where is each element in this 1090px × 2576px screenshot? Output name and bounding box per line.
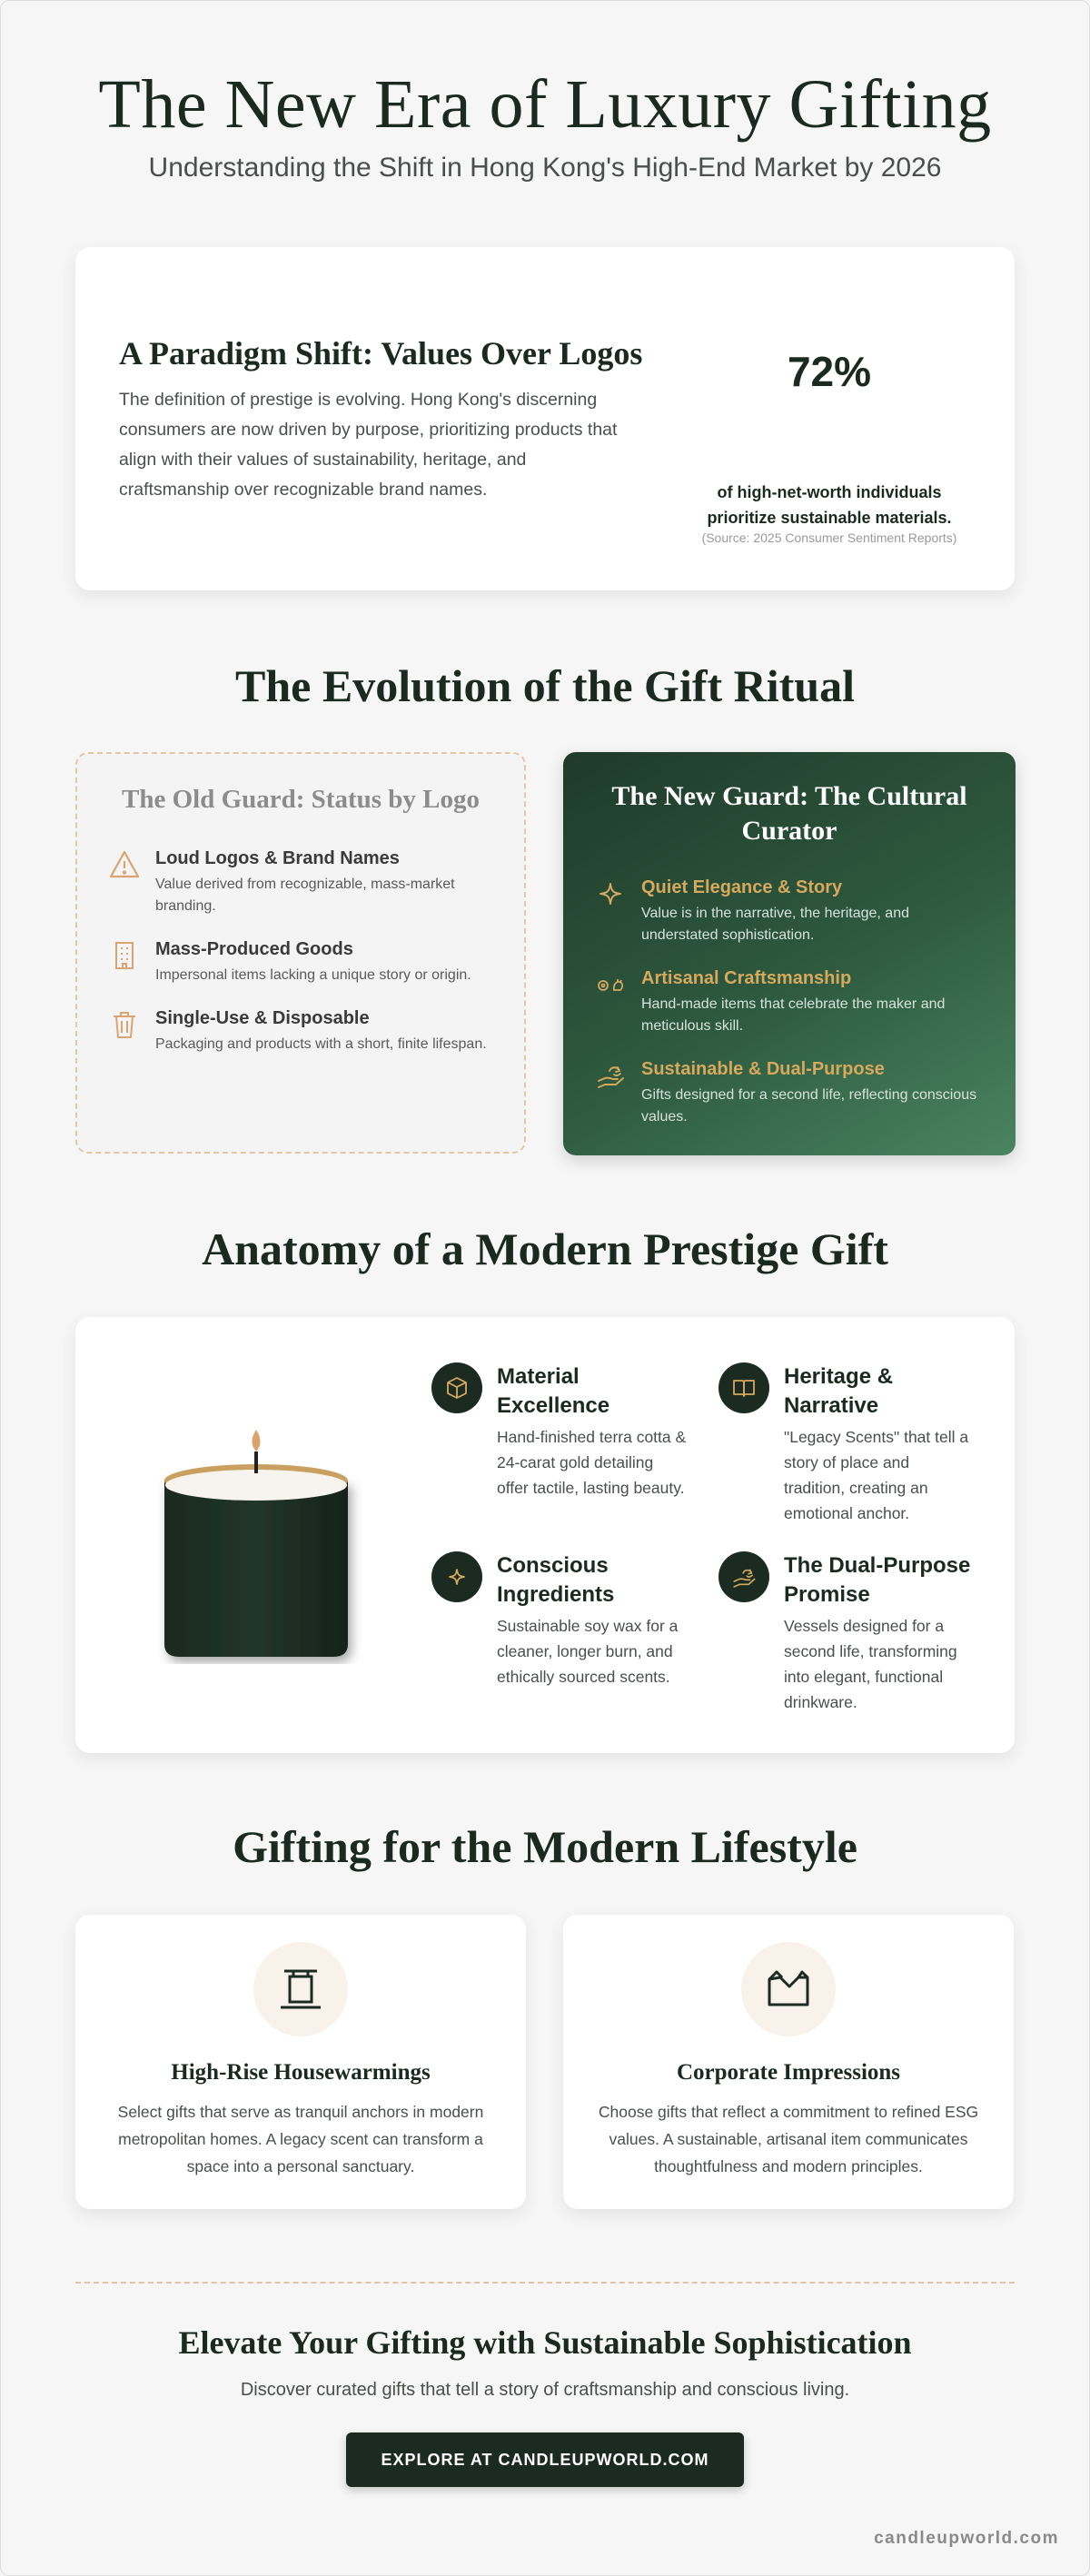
- feature-desc: Hand-finished terra cotta & 24-carat gold detailing offer tactile, lasting beauty.: [497, 1428, 687, 1497]
- cube-icon: [431, 1362, 482, 1413]
- paradigm-shift-title: A Paradigm Shift: Values Over Logos: [119, 335, 643, 372]
- feature-desc: Vessels designed for a second life, transforming into elegant, functional drinkware.: [784, 1617, 957, 1711]
- new-guard-item-title: Artisanal Craftsmanship: [641, 968, 852, 988]
- cta-subtitle: Discover curated gifts that tell a story of craftsmanship and conscious living.: [240, 2380, 850, 2400]
- old-guard-item-title: Single-Use & Disposable: [155, 1008, 370, 1028]
- old-guard-card: [75, 752, 526, 1154]
- lifestyle-card-housewarming: [75, 1915, 526, 2209]
- stat-source: (Source: 2025 Consumer Sentiment Reports): [701, 530, 957, 545]
- new-guard-card: [563, 752, 1016, 1155]
- explore-button[interactable]: EXPLORE AT CANDLEUPWORLD.COM: [346, 2432, 744, 2487]
- lifestyle-card-desc: Choose gifts that reflect a commitment to refined ESG values. A sustainable, artisanal item communicates thoughtfulness and modern principles.: [598, 2103, 979, 2175]
- lifestyle-card-corporate: [563, 1915, 1014, 2209]
- paradigm-shift-body: The definition of prestige is evolving. Hong Kong's discerning consumers are now driven by purpose, prioritizing products that align with their values of sustainability, heritage, and craftsmanship over recognizable brand names.: [119, 390, 618, 500]
- book-icon: [718, 1362, 769, 1413]
- briefcase-icon: [741, 1942, 836, 2036]
- trash-icon: [108, 1008, 141, 1041]
- craft-icon: [594, 968, 627, 1001]
- new-guard-item-desc: Gifts designed for a second life, reflecting conscious values.: [641, 1087, 977, 1125]
- building-icon: [108, 939, 141, 972]
- cta-title: Elevate Your Gifting with Sustainable Sophistication: [178, 2324, 912, 2361]
- lifestyle-card-title: Corporate Impressions: [676, 2060, 901, 2085]
- stat-caption: of high-net-worth individuals prioritize sustainable materials.: [707, 483, 952, 527]
- anatomy-section-title: Anatomy of a Modern Prestige Gift: [202, 1224, 888, 1274]
- old-guard-item-desc: Impersonal items lacking a unique story or origin.: [155, 967, 471, 983]
- anatomy-card: [75, 1317, 1015, 1753]
- evolution-section-title: The Evolution of the Gift Ritual: [235, 660, 855, 711]
- sparkle-icon: [431, 1551, 482, 1602]
- sparkle-icon: [594, 877, 627, 910]
- old-guard-item-title: Loud Logos & Brand Names: [155, 848, 400, 868]
- old-guard-item-title: Mass-Produced Goods: [155, 939, 353, 959]
- feature-title: Material Excellence: [497, 1364, 610, 1418]
- feature-title: The Dual-Purpose Promise: [784, 1553, 971, 1607]
- page-title: The New Era of Luxury Gifting: [98, 66, 992, 143]
- feature-title: Conscious Ingredients: [497, 1553, 615, 1607]
- new-guard-item-desc: Value is in the narrative, the heritage, and understated sophistication.: [641, 906, 909, 943]
- lifestyle-card-desc: Select gifts that serve as tranquil anchors in modern metropolitan homes. A legacy scent can transform a space into a personal sanctuary.: [117, 2103, 484, 2175]
- candle-illustration: [157, 1419, 366, 1664]
- highrise-icon: [253, 1942, 348, 2036]
- new-guard-title: The New Guard: The Cultural Curator: [611, 781, 967, 846]
- footer-brand[interactable]: candleupworld.com: [874, 2529, 1059, 2548]
- warning-icon: [108, 848, 141, 881]
- feature-desc: Sustainable soy wax for a cleaner, longer burn, and ethically sourced scents.: [497, 1617, 679, 1686]
- feature-desc: "Legacy Scents" that tell a story of place and tradition, creating an emotional anchor.: [784, 1428, 969, 1522]
- recycle-hand-icon: [718, 1551, 769, 1602]
- new-guard-item-title: Quiet Elegance & Story: [641, 877, 843, 897]
- old-guard-item-desc: Value derived from recognizable, mass-market branding.: [155, 877, 455, 914]
- old-guard-item-desc: Packaging and products with a short, finite lifespan.: [155, 1036, 487, 1052]
- section-divider: [75, 2282, 1015, 2284]
- page-subtitle: Understanding the Shift in Hong Kong's High-End Market by 2026: [148, 153, 942, 183]
- stat-value: 72%: [787, 348, 872, 395]
- feature-title: Heritage & Narrative: [784, 1364, 894, 1418]
- paradigm-shift-card: [75, 247, 1015, 590]
- new-guard-item-desc: Hand-made items that celebrate the maker and meticulous skill.: [641, 996, 946, 1034]
- old-guard-title: The Old Guard: Status by Logo: [121, 785, 480, 814]
- new-guard-item-title: Sustainable & Dual-Purpose: [641, 1059, 885, 1079]
- lifestyle-card-title: High-Rise Housewarmings: [171, 2060, 431, 2085]
- recycle-hand-icon: [594, 1059, 627, 1092]
- lifestyle-section-title: Gifting for the Modern Lifestyle: [233, 1821, 857, 1872]
